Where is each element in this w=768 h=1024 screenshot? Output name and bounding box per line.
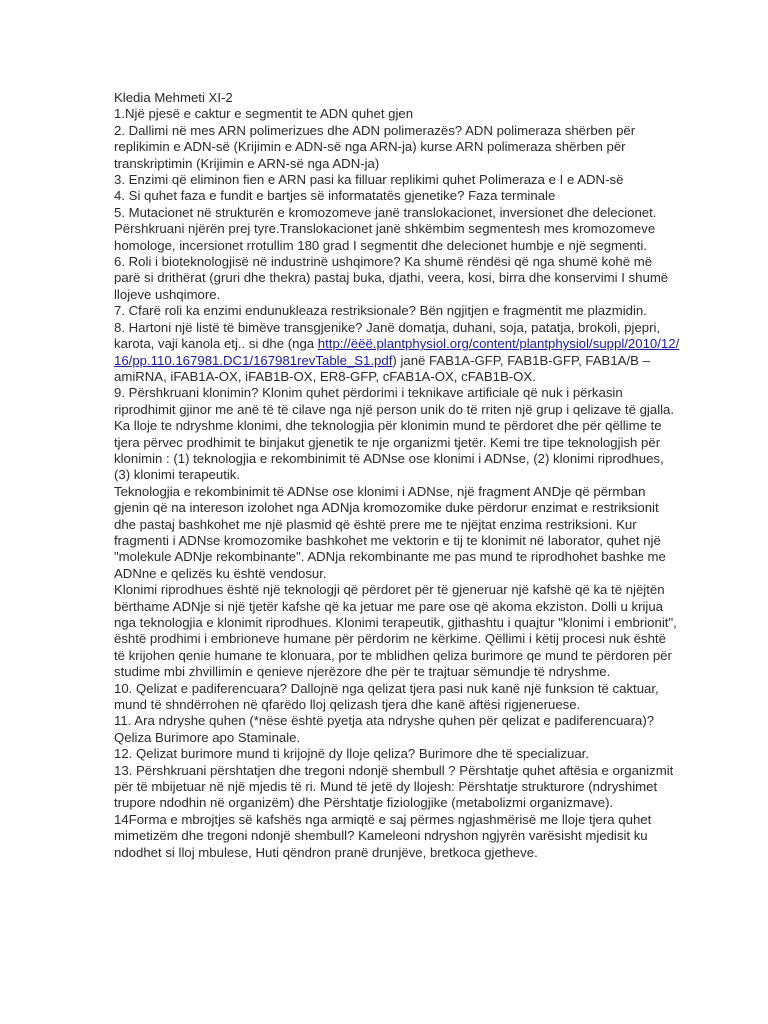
answer-12: 12. Qelizat burimore mund ti krijojnë dy lloje qeliza? Burimore dhe të specializuar.	[114, 746, 589, 762]
answer-11: 11. Ara ndryshe quhen (*nëse është pyetja ata ndryshe quhen për qelizat e padiferencuara)? Qeliza Burimore apo Staminale.	[114, 713, 655, 745]
answer-9-recombinant: Teknologjia e rekombinimit të ADNse ose klonimi i ADNse, një fragment ANDje që përmban gjenin që na intereson izolohet nga ADNja kromozomike duke përdorur enzimat e restriksionit dhe pastaj bashkohet me një plasmid që është prere me te njëjtat enzima restriksioni. Kur fragmenti i ADNse kromozomike bashkohet me vektorin e tij te klonimit në laborator, quhet një "molekule ADNje rekombinante". ADNja rekombinante me pas mund te riprodhohet bashke me ADNne e qelizës ku është vendosur.	[114, 483, 666, 581]
answer-6: 6. Roli i bioteknologjisë në industrinë ushqimore? Ka shumë rëndësi që nga shumë kohë më parë si drithërat (gruri dhe thekra) pastaj buka, djathi, veera, kosi, birra dhe konservimi I shumë llojeve ushqimore.	[114, 254, 669, 302]
answer-8-text-after: ) janë FAB1A-GFP, FAB1B-GFP, FAB1A/B –amiRNA, iFAB1A-OX, iFAB1B-OX, ER8-GFP, cFAB1A-OX, cFAB1B-OX.	[114, 352, 650, 384]
answer-3: 3. Enzimi që eliminon fien e ARN pasi ka filluar replikimi quhet Polimeraza e I e ADN-së	[114, 172, 624, 188]
answer-13: 13. Përshkruani përshtatjen dhe tregoni ndonjë shembull ? Përshtatje quhet aftësia e organizmit për të mbijetuar në një mjedis të ri. Mund të jetë dy llojesh: Përshtatje strukturore (ndryshimet trupore ndodhin në organizëm) dhe Përshtatje fiziologjike (metabolizmi organizmave).	[114, 762, 674, 811]
document-body	[114, 90, 680, 861]
answer-2: 2. Dallimi në mes ARN polimerizues dhe ADN polimerazës? ADN polimeraza shërben për replikimin e ADN-së (Krijimin e ADN-së nga ARN-ja) kurse ARN polimeraza shërben për transkriptimin (Krijimin e ARN-së nga ADN-ja)	[114, 122, 636, 171]
answer-9-reproductive: Klonimi riprodhues është një teknologji që përdoret për të gjeneruar një kafshë që ka të njëjtën bërthame ADNje si një tjetër kafshe që ka jetuar me pare ose që akoma ekziston. Dolli u krijua nga teknologjia e klonimit riprodhues. Klonimi terapeutik, gjithashtu i quajtur "klonimi i embrionit", është prodhimi i embrioneve humane për përdorim ne kërkime. Qëllimi i këtij procesi nuk është të krijohen qenie humane te klonuara, por te mblidhen qeliza burimore qe mund te përdoren për studime mbi zhvillimin e qenieve njerëzore dhe për te trajtuar sëmundje të ndryshme.	[114, 582, 677, 680]
source-link[interactable]: http://ëëë.plantphysiol.org/content/plantphysiol/suppl/2010/12/16/pp.110.167981.DC1/167981revTable_S1.pdf	[114, 336, 680, 368]
answer-10: 10. Qelizat e padiferencuara? Dallojnë nga qelizat tjera pasi nuk kanë një funksion të caktuar, mund të shndërrohen në qfarëdo lloj qelizash tjera dhe kanë aftësi rigjeneruese.	[114, 680, 659, 713]
answer-9: 9. Përshkruani klonimin? Klonim quhet përdorimi i teknikave artificiale që nuk i përkasin riprodhimit gjinor me anë të të cilave nga një person unik do të rriten një grup i qelizave të gjalla. Ka lloje te ndryshme klonimi, dhe teknologjia për klonimin mund te përdoret dhe për qëllime te tjera përvec prodhimit te binjakut gjenetik te nje organizmi tjetër. Kemi tre tipe teknologjish për klonimin : (1) teknologjia e rekombinimit të ADNse ose klonimi i ADNse, (2) klonimi riprodhues, (3) klonimi terapeutik.	[114, 385, 675, 483]
answer-8	[114, 320, 680, 386]
answer-14: 14Forma e mbrojtjes së kafshës nga armiqtë e saj përmes ngjashmërisë me lloje tjera quhet mimetizëm dhe tregoni ndonjë shembull? Kameleoni ndryshon ngjyrën varësisht mjedisit ku ndodhet si lloj mbulese, Huti qëndron pranë drunjëve, bretkoca gjetheve.	[114, 811, 652, 860]
answer-7: 7. Cfarë roli ka enzimi endunukleaza restriksionale? Bën ngjitjen e fragmentit me plazmidin.	[114, 303, 647, 319]
answer-4: 4. Si quhet faza e fundit e bartjes së informatatës gjenetike? Faza terminale	[114, 188, 556, 204]
answer-8-text-before: 8. Hartoni një listë të bimëve transgjenike? Janë domatja, duhani, soja, patatja, brokoli, pjepri, karota, vaji kanola etj.. si dhe (nga	[114, 319, 661, 352]
author-line: Kledia Mehmeti XI-2	[114, 90, 233, 105]
answer-1: 1.Një pjesë e caktur e segmentit te ADN quhet gjen	[114, 106, 414, 122]
answer-5: 5. Mutacionet në strukturën e kromozomeve janë translokacionet, inversionet dhe delecionet. Përshkruani njërën prej tyre.Translokacionet janë shkëmbim segmentesh mes kromozomeve homologe, incersionet rrotullim 180 grad I segmentit dhe delecionet humbje e një segmenti.	[114, 204, 657, 253]
